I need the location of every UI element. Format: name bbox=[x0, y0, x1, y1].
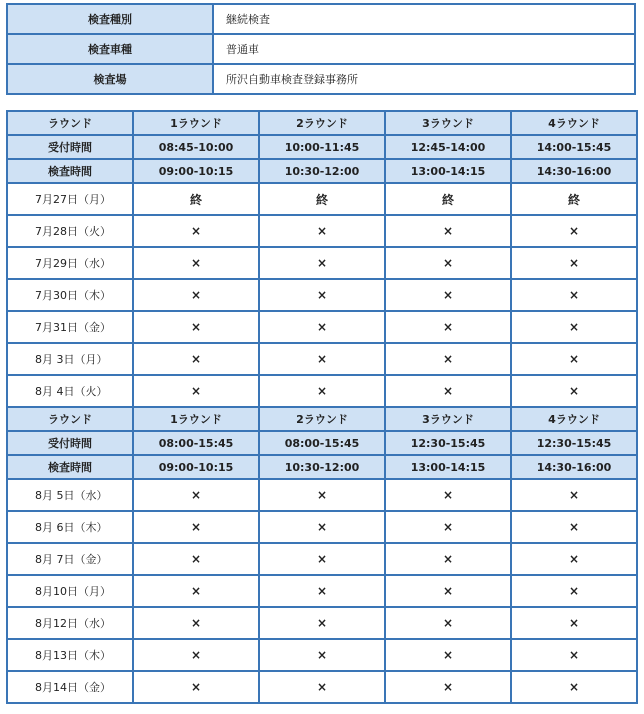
slot-status: × bbox=[511, 343, 637, 375]
day-date: 8月13日（木） bbox=[7, 639, 133, 671]
slot-status: × bbox=[511, 279, 637, 311]
slot-status: × bbox=[511, 375, 637, 407]
day-date: 8月 6日（木） bbox=[7, 511, 133, 543]
inspection-time-row-cell: 13:00-14:15 bbox=[385, 159, 511, 183]
slot-status: × bbox=[511, 639, 637, 671]
inspection-time-row-cell: 13:00-14:15 bbox=[385, 455, 511, 479]
slot-status: × bbox=[511, 247, 637, 279]
slot-status: × bbox=[511, 215, 637, 247]
day-date: 8月 7日（金） bbox=[7, 543, 133, 575]
info-value: 継続検査 bbox=[213, 4, 635, 34]
slot-status: 終 bbox=[385, 183, 511, 215]
day-row bbox=[7, 607, 637, 639]
day-row bbox=[7, 343, 637, 375]
slot-status: × bbox=[259, 543, 385, 575]
slot-status: × bbox=[385, 511, 511, 543]
slot-status: 終 bbox=[511, 183, 637, 215]
inspection-time-row-label: 検査時間 bbox=[7, 455, 133, 479]
slot-status: × bbox=[133, 343, 259, 375]
round-header-row-cell: 1ラウンド bbox=[133, 407, 259, 431]
day-date: 7月28日（火） bbox=[7, 215, 133, 247]
slot-status: × bbox=[385, 543, 511, 575]
slot-status: × bbox=[259, 671, 385, 703]
slot-status: × bbox=[385, 607, 511, 639]
round-header-row-cell: 3ラウンド bbox=[385, 111, 511, 135]
day-date: 8月 3日（月） bbox=[7, 343, 133, 375]
day-row bbox=[7, 511, 637, 543]
round-header-row-cell: 1ラウンド bbox=[133, 111, 259, 135]
slot-status: × bbox=[385, 343, 511, 375]
slot-status: × bbox=[133, 479, 259, 511]
day-date: 8月14日（金） bbox=[7, 671, 133, 703]
day-date: 7月29日（水） bbox=[7, 247, 133, 279]
round-header-row bbox=[7, 407, 637, 431]
slot-status: × bbox=[133, 607, 259, 639]
slot-status: × bbox=[511, 607, 637, 639]
day-date: 8月 4日（火） bbox=[7, 375, 133, 407]
slot-status: × bbox=[259, 343, 385, 375]
slot-status: × bbox=[259, 311, 385, 343]
slot-status: × bbox=[133, 311, 259, 343]
slot-status: × bbox=[133, 375, 259, 407]
day-row bbox=[7, 183, 637, 215]
round-header-row-label: ラウンド bbox=[7, 111, 133, 135]
slot-status: × bbox=[133, 671, 259, 703]
slot-status: × bbox=[385, 671, 511, 703]
reception-time-row-cell: 12:30-15:45 bbox=[385, 431, 511, 455]
slot-status: × bbox=[133, 511, 259, 543]
slot-status: × bbox=[385, 639, 511, 671]
inspection-info-table bbox=[6, 3, 636, 95]
round-header-row-cell: 4ラウンド bbox=[511, 407, 637, 431]
slot-status: × bbox=[259, 639, 385, 671]
day-date: 8月12日（水） bbox=[7, 607, 133, 639]
day-row bbox=[7, 247, 637, 279]
day-date: 7月31日（金） bbox=[7, 311, 133, 343]
day-row bbox=[7, 375, 637, 407]
day-row bbox=[7, 215, 637, 247]
round-header-row-cell: 2ラウンド bbox=[259, 407, 385, 431]
slot-status: × bbox=[511, 543, 637, 575]
reception-time-row-cell: 10:00-11:45 bbox=[259, 135, 385, 159]
slot-status: × bbox=[385, 375, 511, 407]
round-header-row-cell: 4ラウンド bbox=[511, 111, 637, 135]
info-row bbox=[7, 4, 635, 34]
reception-time-row-cell: 08:45-10:00 bbox=[133, 135, 259, 159]
slot-status: × bbox=[511, 479, 637, 511]
slot-status: × bbox=[511, 511, 637, 543]
round-header-row bbox=[7, 111, 637, 135]
slot-status: × bbox=[385, 479, 511, 511]
reception-time-row-cell: 12:30-15:45 bbox=[511, 431, 637, 455]
slot-status: × bbox=[511, 311, 637, 343]
inspection-time-row-cell: 14:30-16:00 bbox=[511, 455, 637, 479]
info-row bbox=[7, 64, 635, 94]
info-label: 検査場 bbox=[7, 64, 213, 94]
inspection-time-row-cell: 09:00-10:15 bbox=[133, 159, 259, 183]
day-date: 8月10日（月） bbox=[7, 575, 133, 607]
slot-status: × bbox=[259, 375, 385, 407]
reception-time-row bbox=[7, 135, 637, 159]
reception-time-row-label: 受付時間 bbox=[7, 431, 133, 455]
slot-status: 終 bbox=[133, 183, 259, 215]
reception-time-row-cell: 08:00-15:45 bbox=[133, 431, 259, 455]
inspection-time-row bbox=[7, 455, 637, 479]
reservation-schedule-table bbox=[6, 110, 638, 704]
slot-status: × bbox=[259, 247, 385, 279]
day-row bbox=[7, 279, 637, 311]
day-date: 7月30日（木） bbox=[7, 279, 133, 311]
inspection-time-row-cell: 10:30-12:00 bbox=[259, 159, 385, 183]
slot-status: × bbox=[385, 311, 511, 343]
reception-time-row-cell: 14:00-15:45 bbox=[511, 135, 637, 159]
slot-status: × bbox=[133, 575, 259, 607]
info-value: 所沢自動車検査登録事務所 bbox=[213, 64, 635, 94]
reception-time-row bbox=[7, 431, 637, 455]
slot-status: × bbox=[385, 215, 511, 247]
day-row bbox=[7, 311, 637, 343]
info-row bbox=[7, 34, 635, 64]
slot-status: × bbox=[385, 279, 511, 311]
inspection-time-row bbox=[7, 159, 637, 183]
slot-status: × bbox=[511, 575, 637, 607]
slot-status: × bbox=[259, 215, 385, 247]
slot-status: × bbox=[133, 247, 259, 279]
round-header-row-cell: 2ラウンド bbox=[259, 111, 385, 135]
day-row bbox=[7, 479, 637, 511]
slot-status: × bbox=[511, 671, 637, 703]
day-date: 8月 5日（水） bbox=[7, 479, 133, 511]
slot-status: × bbox=[259, 511, 385, 543]
day-row bbox=[7, 575, 637, 607]
round-header-row-label: ラウンド bbox=[7, 407, 133, 431]
inspection-time-row-cell: 09:00-10:15 bbox=[133, 455, 259, 479]
day-row bbox=[7, 671, 637, 703]
round-header-row-cell: 3ラウンド bbox=[385, 407, 511, 431]
slot-status: × bbox=[133, 543, 259, 575]
slot-status: × bbox=[259, 279, 385, 311]
slot-status: 終 bbox=[259, 183, 385, 215]
inspection-time-row-label: 検査時間 bbox=[7, 159, 133, 183]
slot-status: × bbox=[259, 479, 385, 511]
inspection-time-row-cell: 14:30-16:00 bbox=[511, 159, 637, 183]
inspection-time-row-cell: 10:30-12:00 bbox=[259, 455, 385, 479]
reception-time-row-cell: 08:00-15:45 bbox=[259, 431, 385, 455]
slot-status: × bbox=[259, 575, 385, 607]
reception-time-row-cell: 12:45-14:00 bbox=[385, 135, 511, 159]
day-row bbox=[7, 543, 637, 575]
slot-status: × bbox=[133, 639, 259, 671]
info-value: 普通車 bbox=[213, 34, 635, 64]
day-date: 7月27日（月） bbox=[7, 183, 133, 215]
slot-status: × bbox=[133, 279, 259, 311]
slot-status: × bbox=[133, 215, 259, 247]
info-label: 検査車種 bbox=[7, 34, 213, 64]
slot-status: × bbox=[259, 607, 385, 639]
slot-status: × bbox=[385, 247, 511, 279]
day-row bbox=[7, 639, 637, 671]
reception-time-row-label: 受付時間 bbox=[7, 135, 133, 159]
slot-status: × bbox=[385, 575, 511, 607]
info-label: 検査種別 bbox=[7, 4, 213, 34]
